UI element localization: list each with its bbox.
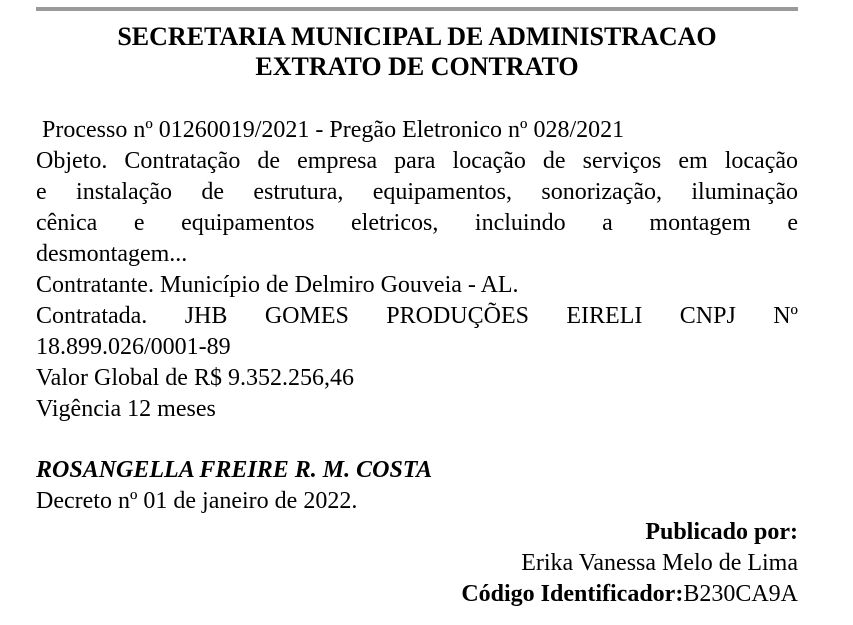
objeto-line-3: cênica e equipamentos eletricos, incluindo a montagem e [36, 210, 798, 236]
contratada-line-2: 18.899.026/0001-89 [36, 334, 231, 360]
processo-line: Processo nº 01260019/2021 - Pregão Eletronico nº 028/2021 [42, 117, 625, 143]
objeto-line-1: Objeto. Contratação de empresa para locação de serviços em locação [36, 148, 798, 174]
top-divider [36, 7, 798, 11]
identifier-line [36, 579, 798, 610]
decreto-line: Decreto nº 01 de janeiro de 2022. [36, 488, 358, 514]
published-by-label: Publicado por: [645, 519, 798, 545]
objeto-line-2: e instalação de estrutura, equipamentos, sonorização, iluminação [36, 179, 798, 205]
identifier-code: B230CA9A [683, 581, 798, 607]
header-department: SECRETARIA MUNICIPAL DE ADMINISTRACAO [117, 22, 717, 51]
publisher-name: Erika Vanessa Melo de Lima [521, 550, 798, 576]
objeto-line-4: desmontagem... [36, 241, 188, 267]
document-header [36, 22, 798, 82]
contratada-line-1: Contratada. JHB GOMES PRODUÇÕES EIRELI CNPJ Nº [36, 303, 798, 329]
valor-line: Valor Global de R$ 9.352.256,46 [36, 365, 354, 391]
header-title: EXTRATO DE CONTRATO [255, 52, 579, 81]
vigencia-line: Vigência 12 meses [36, 396, 216, 422]
contratante-line: Contratante. Município de Delmiro Gouveia - AL. [36, 272, 519, 298]
identifier-label: Código Identificador: [461, 581, 684, 607]
contract-body [36, 115, 798, 425]
publication-block [36, 517, 798, 610]
signatory-name: ROSANGELLA FREIRE R. M. COSTA [36, 457, 433, 483]
signature-block [36, 455, 798, 517]
